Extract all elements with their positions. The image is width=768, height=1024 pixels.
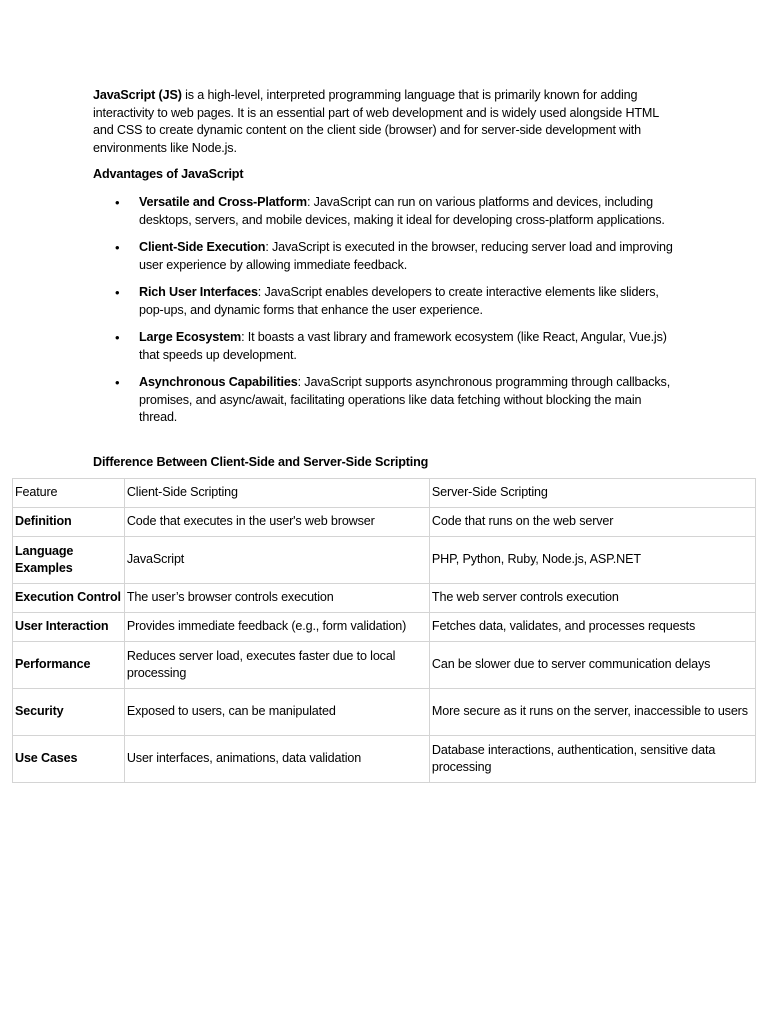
advantages-list [93,194,673,437]
list-item [93,239,673,274]
table-header-row [13,479,756,508]
table-cell-feature: Use Cases [13,736,125,783]
advantage-term: Rich User Interfaces [139,285,258,299]
table-row [13,584,756,613]
table-cell-server: More secure as it runs on the server, inaccessible to users [429,689,755,736]
table-cell-server: The web server controls execution [429,584,755,613]
advantage-desc: : JavaScript can run on various platforms and devices, including desktops, servers, and mobile devices, making it ideal for developing cross-platform applications. [139,195,665,227]
table-cell-server: Can be slower due to server communication delays [429,642,755,689]
advantage-desc: : JavaScript supports asynchronous programming through callbacks, promises, and async/await, facilitating operations like data fetching without blocking the main thread. [139,375,671,424]
bullet-icon: • [115,330,120,345]
table-cell-feature: Execution Control [13,584,125,613]
table-cell-client: The user’s browser controls execution [124,584,429,613]
advantage-term: Client-Side Execution [139,240,266,254]
table-cell-server: Code that runs on the web server [429,508,755,537]
advantage-term: Large Ecosystem [139,330,242,344]
table-row [13,537,756,584]
table-row [13,689,756,736]
table-cell-client: Code that executes in the user's web browser [124,508,429,537]
intro-paragraph [93,87,673,157]
table-cell-client: Exposed to users, can be manipulated [124,689,429,736]
table-row [13,736,756,783]
advantage-term: Versatile and Cross-Platform [139,195,307,209]
list-item [93,329,673,364]
table-cell-server: Database interactions, authentication, sensitive data processing [429,736,755,783]
column-header: Server-Side Scripting [429,479,755,508]
table-cell-server: PHP, Python, Ruby, Node.js, ASP.NET [429,537,755,584]
list-item [93,284,673,319]
column-header: Feature [13,479,125,508]
table-row [13,642,756,689]
bullet-icon: • [115,240,120,255]
table-cell-client: Reduces server load, executes faster due to local processing [124,642,429,689]
table-cell-feature: User Interaction [13,613,125,642]
table-row [13,613,756,642]
table-row [13,508,756,537]
comparison-heading: Difference Between Client-Side and Server-Side Scripting [93,455,429,469]
advantage-term: Asynchronous Capabilities [139,375,298,389]
table-cell-feature: Security [13,689,125,736]
table-cell-client: User interfaces, animations, data validation [124,736,429,783]
list-item [93,194,673,229]
table-cell-feature: Definition [13,508,125,537]
advantage-desc: : It boasts a vast library and framework ecosystem (like React, Angular, Vue.js) that speeds up development. [139,330,667,362]
table-cell-client: JavaScript [124,537,429,584]
comparison-table [12,478,756,783]
table-cell-server: Fetches data, validates, and processes requests [429,613,755,642]
bullet-icon: • [115,375,120,390]
column-header: Client-Side Scripting [124,479,429,508]
bullet-icon: • [115,285,120,300]
table-cell-feature: Language Examples [13,537,125,584]
table-cell-feature: Performance [13,642,125,689]
intro-term: JavaScript (JS) [93,88,182,102]
advantages-heading: Advantages of JavaScript [93,167,244,181]
list-item [93,374,673,427]
bullet-icon: • [115,195,120,210]
advantage-desc: : JavaScript enables developers to create interactive elements like sliders, pop-ups, and dynamic forms that enhance the user experience. [139,285,659,317]
advantage-desc: : JavaScript is executed in the browser, reducing server load and improving user experience by allowing immediate feedback. [139,240,673,272]
table-cell-client: Provides immediate feedback (e.g., form validation) [124,613,429,642]
intro-text: is a high-level, interpreted programming language that is primarily known for adding interactivity to web pages. It is an essential part of web development and is widely used alongside HTML and CSS to create dynamic content on the client side (browser) and for server-side development with environments like Node.js. [93,88,659,155]
